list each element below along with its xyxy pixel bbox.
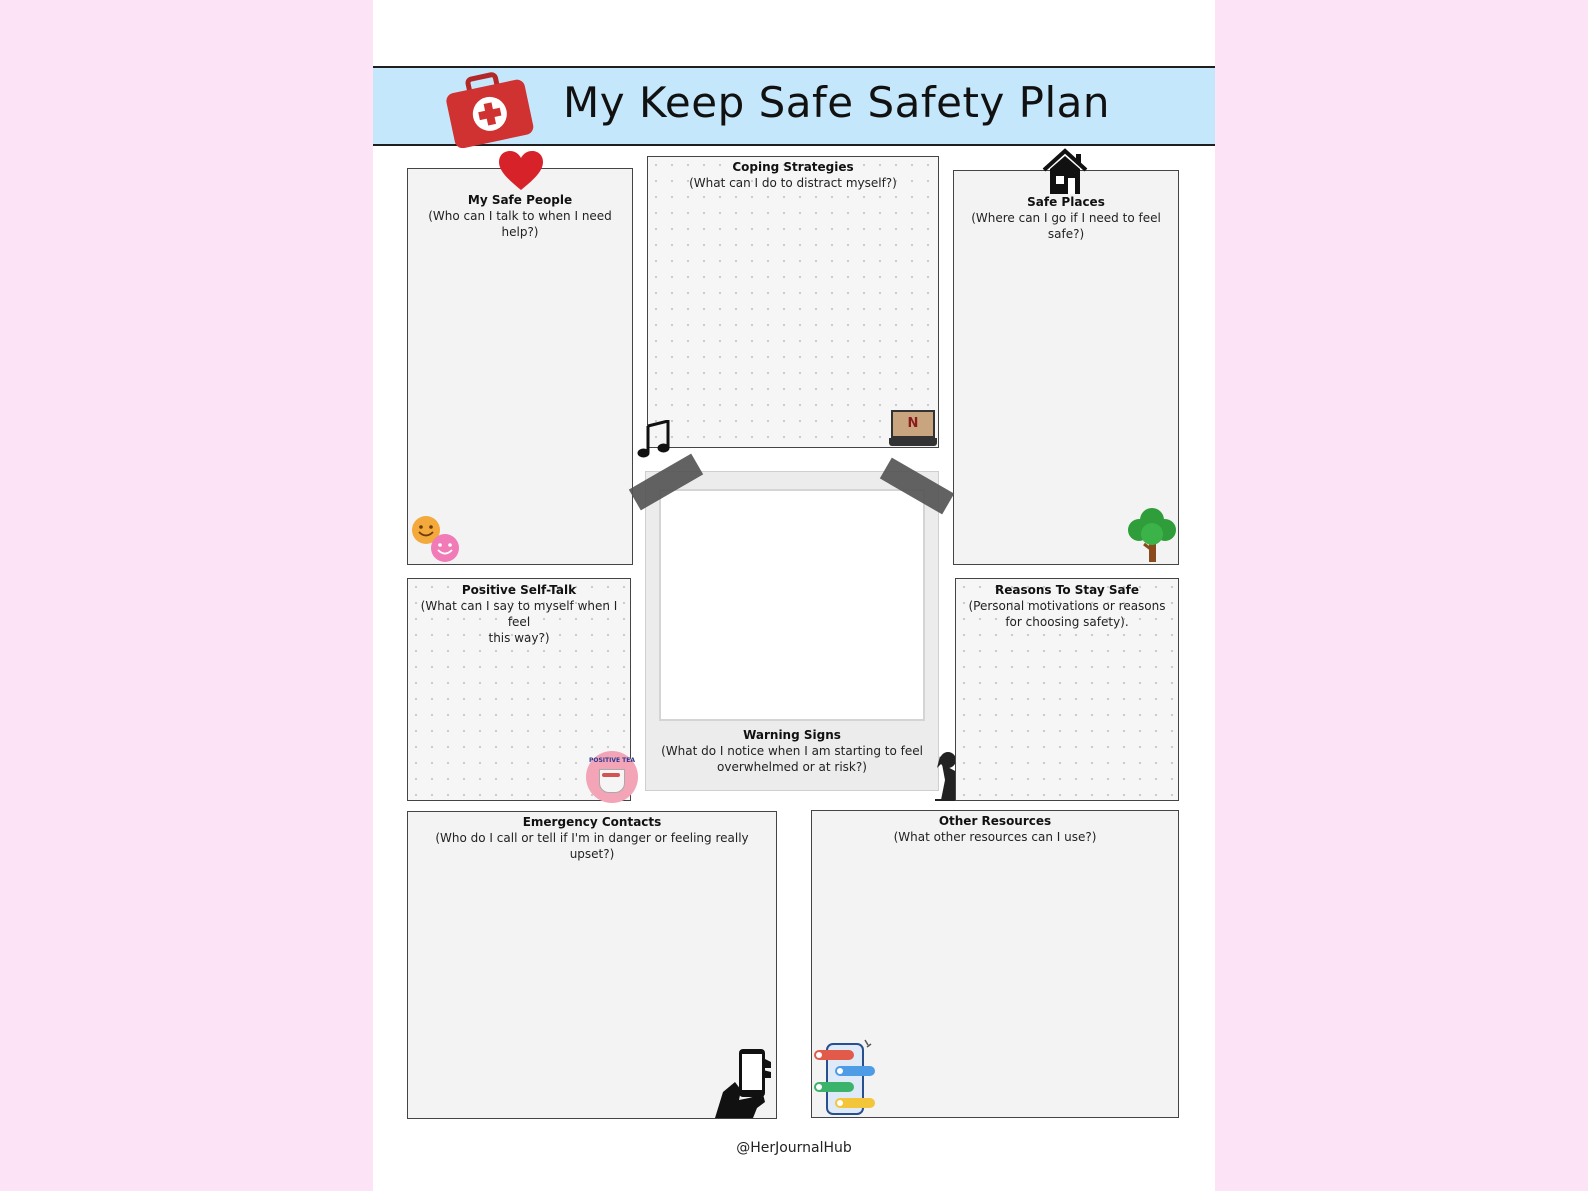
coping-heading: Coping Strategies xyxy=(732,160,854,174)
coping-strategies-box[interactable] xyxy=(647,156,939,448)
safe-people-box[interactable] xyxy=(407,168,633,565)
resources-heading: Other Resources xyxy=(938,814,1052,828)
laptop-screen-letter: N xyxy=(891,410,935,438)
tree-icon xyxy=(1126,506,1178,564)
warning-signs-polaroid[interactable] xyxy=(645,471,939,791)
warning-heading: Warning Signs xyxy=(743,728,841,742)
safe-places-heading: Safe Places xyxy=(1027,195,1105,209)
safe-people-prompt: (Who can I talk to when I need help?) xyxy=(428,209,612,239)
warning-prompt-line2: overwhelmed or at risk?) xyxy=(717,760,867,774)
first-aid-kit-icon xyxy=(441,70,537,148)
reasons-prompt-line2: for choosing safety). xyxy=(1005,615,1129,629)
safe-people-heading: My Safe People xyxy=(467,193,573,207)
footer-credit: @HerJournalHub xyxy=(736,1140,852,1156)
laptop-icon xyxy=(891,410,935,448)
self-talk-prompt-line1: (What can I say to myself when I feel xyxy=(420,599,618,629)
safe-places-prompt: (Where can I go if I need to feel safe?) xyxy=(971,211,1161,241)
self-talk-prompt-line2: this way?) xyxy=(488,631,550,645)
resources-prompt: (What other resources can I use?) xyxy=(893,830,1097,844)
coping-prompt: (What can I do to distract myself?) xyxy=(689,176,897,190)
emergency-prompt: (Who do I call or tell if I'm in danger or feeling really upset?) xyxy=(435,831,749,861)
chat-messages-phone-icon xyxy=(813,1038,879,1118)
house-icon xyxy=(1042,148,1088,196)
music-note-icon xyxy=(636,420,672,460)
reasons-heading: Reasons To Stay Safe xyxy=(995,583,1139,597)
self-talk-heading: Positive Self-Talk xyxy=(461,583,577,597)
title-banner xyxy=(373,66,1215,146)
sticker-label: POSITIVE TEA xyxy=(588,757,636,764)
emergency-heading: Emergency Contacts xyxy=(522,815,662,829)
heart-icon xyxy=(498,150,544,192)
positive-tea-sticker-icon xyxy=(586,751,638,803)
warning-prompt-line1: (What do I notice when I am starting to feel xyxy=(661,744,923,758)
worksheet-page xyxy=(373,0,1215,1191)
reasons-prompt-line1: (Personal motivations or reasons xyxy=(968,599,1166,613)
phone-in-hand-icon xyxy=(713,1046,777,1118)
polaroid-photo-area xyxy=(659,489,925,721)
smiley-faces-icon xyxy=(411,515,463,565)
reasons-to-stay-safe-box[interactable] xyxy=(955,578,1179,801)
page-title: My Keep Safe Safety Plan xyxy=(563,78,1111,127)
